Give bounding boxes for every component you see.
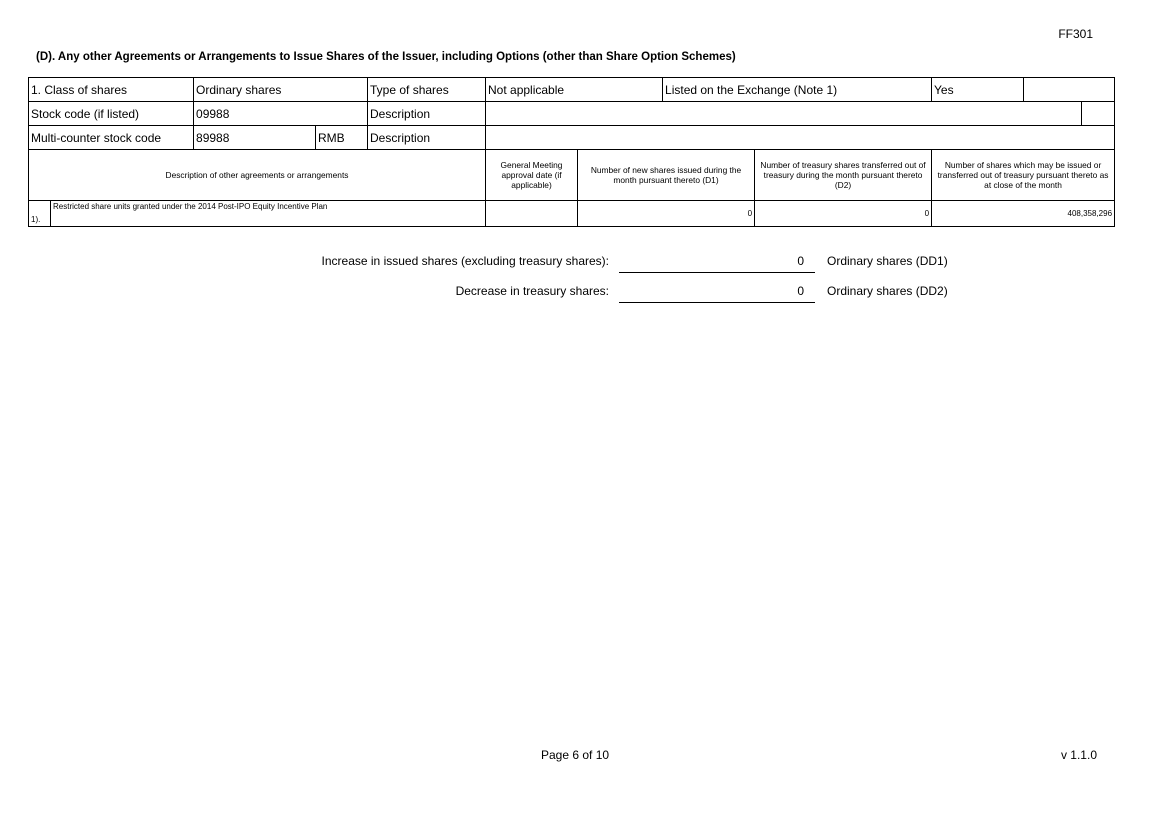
- version-label: v 1.1.0: [1060, 748, 1097, 762]
- form-code: FF301: [1058, 27, 1093, 41]
- class-label: 1. Class of shares: [29, 78, 194, 102]
- row-description: Restricted share units granted under the 2014 Post-IPO Equity Incentive Plan: [51, 201, 486, 227]
- header-may-be-issued: Number of shares which may be issued or transferred out of treasury pursuant thereto as at close of the month: [932, 150, 1115, 201]
- multi-counter-currency: RMB: [316, 126, 368, 150]
- multi-counter-row: [29, 126, 1115, 150]
- stock-code-desc-value: [486, 102, 1082, 126]
- decrease-label: Decrease in treasury shares:: [455, 284, 609, 298]
- row-may-be-issued: 408,358,296: [932, 201, 1115, 227]
- header-treasury-transferred: Number of treasury shares transferred out of treasury during the month pursuant thereto (D2): [755, 150, 932, 201]
- decrease-value: 0: [797, 284, 804, 298]
- increase-unit: Ordinary shares (DD1): [827, 254, 948, 268]
- class-row: [29, 78, 1115, 102]
- listed-extra-cell: [1024, 78, 1115, 102]
- multi-counter-desc-value: [486, 126, 1115, 150]
- stock-code-value: 09988: [194, 102, 368, 126]
- row-gm-date: [486, 201, 578, 227]
- increase-value: 0: [797, 254, 804, 268]
- row-treasury-transferred: 0: [755, 201, 932, 227]
- page-number: Page 6 of 10: [541, 748, 610, 762]
- increase-label: Increase in issued shares (excluding treasury shares):: [321, 254, 609, 268]
- multi-counter-value: 89988: [194, 126, 316, 150]
- stock-code-label: Stock code (if listed): [29, 102, 194, 126]
- row-new-shares: 0: [578, 201, 755, 227]
- stock-code-row: [29, 102, 1115, 126]
- decrease-unit: Ordinary shares (DD2): [827, 284, 948, 298]
- row-index: 1).: [29, 201, 51, 227]
- increase-field: [619, 254, 815, 273]
- type-value: Not applicable: [486, 78, 663, 102]
- section-title: (D). Any other Agreements or Arrangements to Issue Shares of the Issuer, including Options (other than Share Option Schemes): [36, 51, 736, 63]
- decrease-field: [619, 284, 815, 303]
- listed-label: Listed on the Exchange (Note 1): [663, 78, 932, 102]
- type-label: Type of shares: [368, 78, 486, 102]
- stock-code-extra-cell: [1082, 102, 1115, 126]
- agreements-table: [28, 77, 1115, 227]
- multi-counter-label: Multi-counter stock code: [29, 126, 194, 150]
- header-gm-date: General Meeting approval date (if applicable): [486, 150, 578, 201]
- header-description: Description of other agreements or arrangements: [29, 150, 486, 201]
- multi-counter-desc-label: Description: [368, 126, 486, 150]
- listed-value: Yes: [932, 78, 1024, 102]
- class-value: Ordinary shares: [194, 78, 368, 102]
- column-header-row: [29, 150, 1115, 201]
- header-new-shares: Number of new shares issued during the month pursuant thereto (D1): [578, 150, 755, 201]
- stock-code-desc-label: Description: [368, 102, 486, 126]
- table-row: [29, 201, 1115, 227]
